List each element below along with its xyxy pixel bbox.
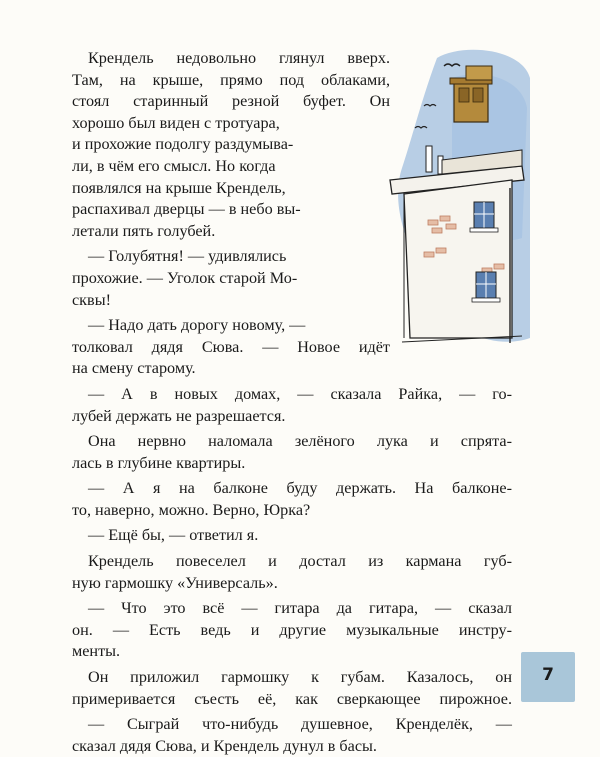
text-line: Она нервно наломала зелёного лука и спрята- <box>88 432 512 451</box>
text-line: примеривается съесть её, как сверкающее пирожное. <box>72 689 512 708</box>
text-line: летали пять голубей. <box>72 221 216 240</box>
text-line: хорошо был виден с тротуара, <box>72 113 280 132</box>
text-line: он. — Есть ведь и другие музыкальные инстру- <box>72 620 512 639</box>
text-line: сказал дядя Сюва, и Крендель дунул в басы. <box>72 736 377 755</box>
text-line: — Ещё бы, — ответил я. <box>88 526 259 545</box>
text-line: — Сыграй что-нибудь душевное, Кренделёк, — <box>88 715 512 734</box>
text-line: то, наверно, можно. Верно, Юрка? <box>72 500 311 519</box>
text-line: появлялся на крыше Крендель, <box>72 178 286 197</box>
text-line: прохожие. — Уголок старой Мо- <box>72 268 298 287</box>
text-line: Он приложил гармошку к губам. Казалось, он <box>88 668 512 687</box>
text-line: лась в глубине квартиры. <box>72 453 246 472</box>
text-line: ли, в чём его смысл. Но когда <box>72 156 276 175</box>
text-line: ную гармошку «Универсаль». <box>72 573 278 592</box>
page-number: 7 <box>542 665 554 685</box>
text-line: — Что это всё — гитара да гитара, — сказал <box>88 599 512 618</box>
text-line: распахивал дверцы — в небо вы- <box>72 200 301 219</box>
text-line: на смену старому. <box>72 359 196 378</box>
text-line: — Надо дать дорогу новому, — <box>88 316 306 335</box>
house-illustration <box>382 38 532 358</box>
text-line: толковал дядя Сюва. — Новое идёт <box>72 337 390 356</box>
text-line: — Голубятня! — удивлялись <box>88 247 287 266</box>
text-line: Крендель повеселел и достал из кармана губ- <box>88 552 512 571</box>
text-line: лубей держать не разрешается. <box>72 406 286 425</box>
text-line: и прохожие подолгу раздумыва- <box>72 135 294 154</box>
page-number-tab <box>521 652 575 702</box>
text-line: Крендель недовольно глянул вверх. <box>88 49 390 67</box>
text-line: — А в новых домах, — сказала Райка, — го- <box>88 384 512 403</box>
text-line: Там, на крыше, прямо под облаками, <box>72 70 390 89</box>
text-line: — А я на балконе буду держать. На балконе- <box>88 479 512 498</box>
text-line: стоял старинный резной буфет. Он <box>72 92 390 111</box>
text-line: сквы! <box>72 290 111 309</box>
text-line: менты. <box>72 642 121 661</box>
